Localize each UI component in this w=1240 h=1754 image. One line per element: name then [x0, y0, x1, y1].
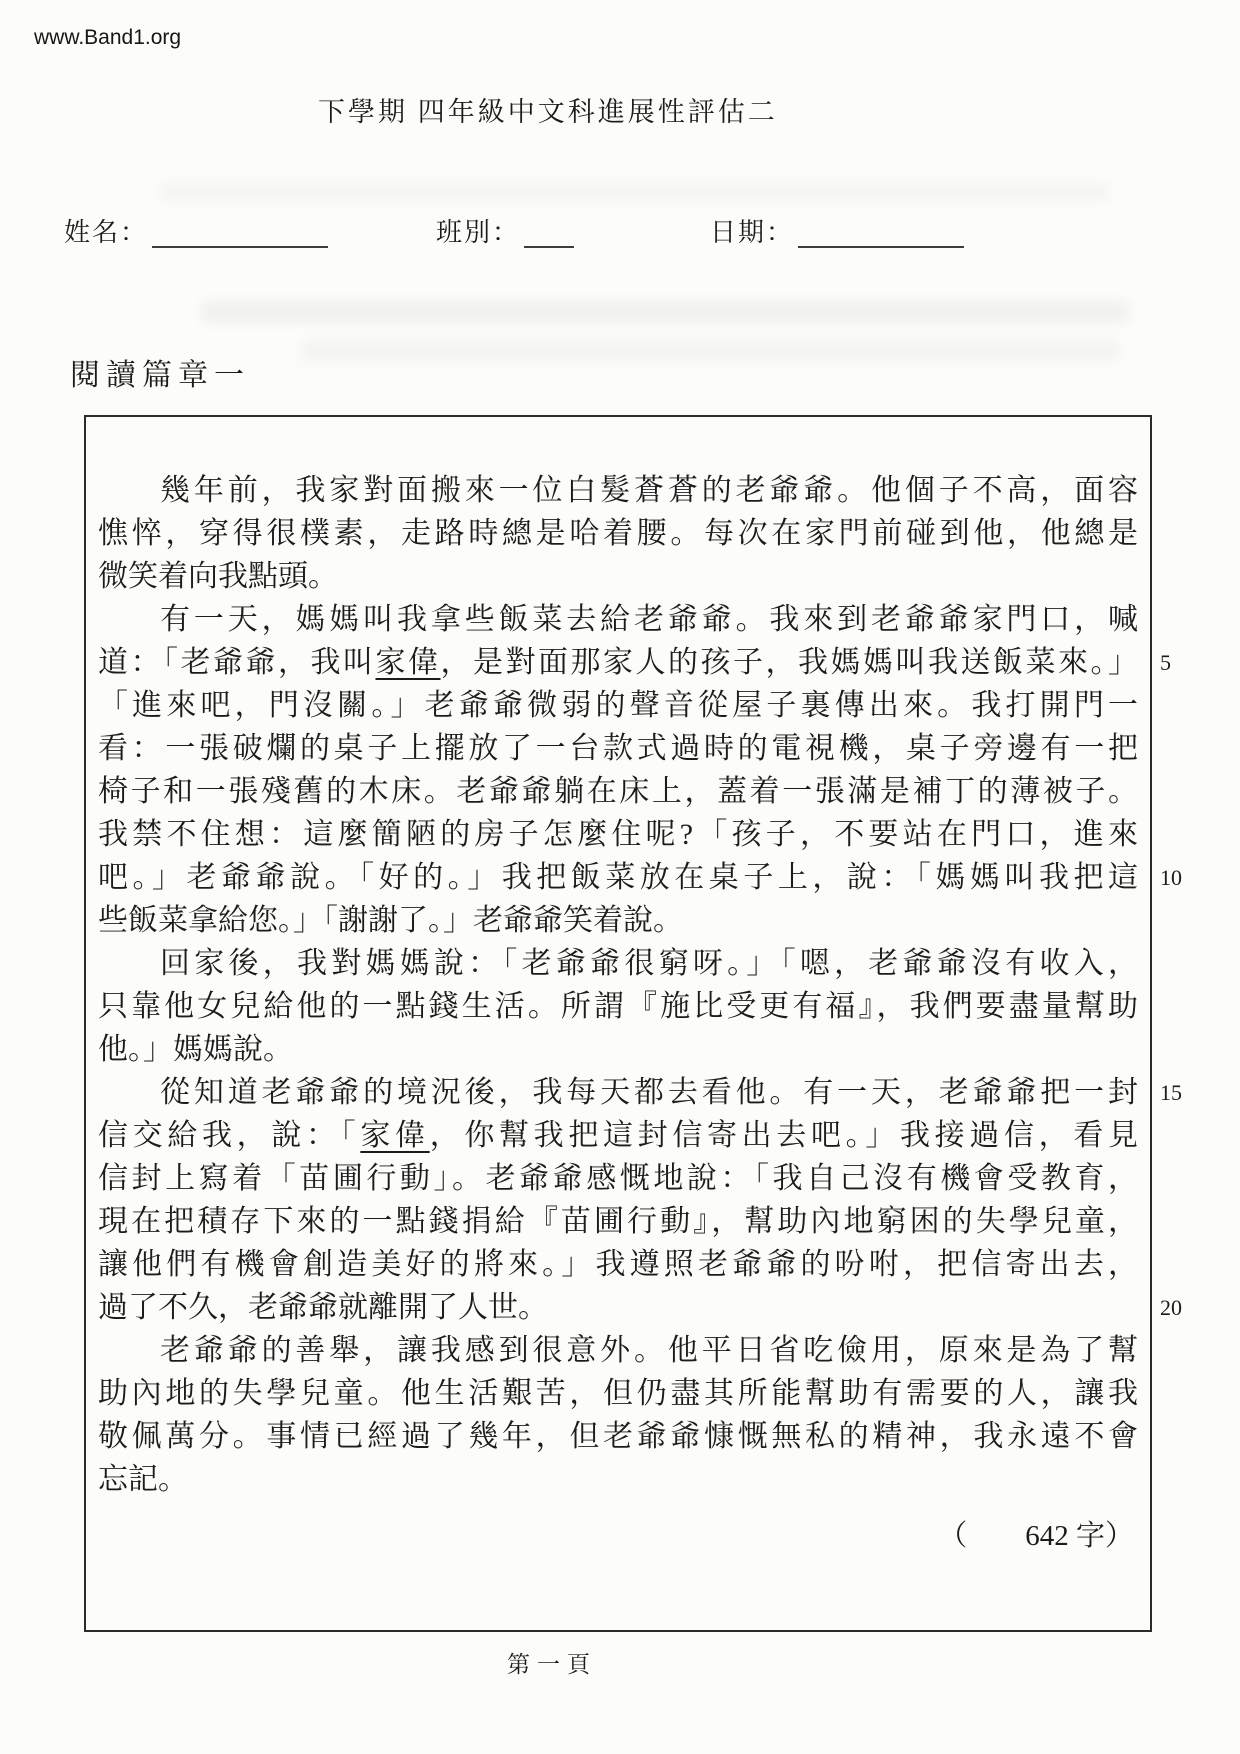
passage-text: 他。」媽媽說。: [98, 1033, 293, 1066]
underlined-name: 家偉: [375, 646, 441, 679]
passage-text: 信封上寫着「苗圃行動」。老爺爺感慨地說：「我自己沒有機會受教育，: [98, 1162, 1138, 1195]
passage-line: [98, 598, 1138, 641]
section-heading: 閱讀篇章一: [70, 359, 250, 392]
line-number-marker: 15: [1160, 1080, 1182, 1105]
passage-line: [98, 1243, 1138, 1286]
passage-text: 過了不久，老爺爺就離開了人世。: [98, 1291, 548, 1324]
passage-text: 吧。」老爺爺說。「好的。」我把飯菜放在桌子上，說：「媽媽叫我把這: [98, 861, 1138, 894]
scan-smudge: [200, 300, 1130, 324]
passage-text: ，是對面那家人的孩子，我媽媽叫我送飯菜來。」: [440, 646, 1138, 679]
name-label: 姓名：: [64, 218, 149, 247]
passage-text: 憔悴，穿得很樸素，走路時總是哈着腰。每次在家門前碰到他，他總是: [98, 517, 1138, 550]
passage-text: 只靠他女兒給他的一點錢生活。所謂『施比受更有福』，我們要盡量幫助: [98, 990, 1138, 1023]
underlined-name: 家偉: [360, 1119, 430, 1152]
passage-line: [98, 1157, 1138, 1200]
passage-text: 幾年前，我家對面搬來一位白髮蒼蒼的老爺爺。他個子不高，面容: [160, 474, 1138, 507]
passage-text: 椅子和一張殘舊的木床。老爺爺躺在床上，蓋着一張滿是補丁的薄被子。: [98, 775, 1138, 808]
passage-text: 忘記。: [98, 1463, 188, 1496]
passage-line: [98, 1286, 1138, 1329]
passage-text: 看：一張破爛的桌子上擺放了一台款式過時的電視機，桌子旁邊有一把: [98, 732, 1138, 765]
passage-text: 有一天，媽媽叫我拿些飯菜去給老爺爺。我來到老爺爺家門口，喊: [160, 603, 1138, 636]
passage-text: 讓他們有機會創造美好的將來。」我遵照老爺爺的吩咐，把信寄出去，: [98, 1248, 1138, 1281]
passage-line: [98, 555, 1138, 598]
name-field: [64, 212, 328, 249]
passage-line: [98, 1114, 1138, 1157]
passage-line: [98, 1028, 1138, 1071]
passage-lines: [86, 417, 1150, 1501]
passage-line: [98, 684, 1138, 727]
passage-line: [98, 1415, 1138, 1458]
page-title: 下學期 四年級中文科進展性評估二: [318, 97, 778, 127]
class-blank-line: [524, 212, 574, 248]
passage-line: [98, 469, 1138, 512]
passage-text: 微笑着向我點頭。: [98, 560, 338, 593]
passage-text: 道：「老爺爺，我叫: [98, 646, 376, 679]
passage-line: [98, 1200, 1138, 1243]
passage-text: 「進來吧，門沒關。」老爺爺微弱的聲音從屋子裏傳出來。我打開門一: [98, 689, 1138, 722]
passage-text: 些飯菜拿給您。」「謝謝了。」老爺爺笑着說。: [98, 904, 683, 937]
passage-text: 從知道老爺爺的境況後，我每天都去看他。有一天，老爺爺把一封: [160, 1076, 1138, 1109]
passage-line: [98, 985, 1138, 1028]
date-label: 日期：: [710, 218, 795, 247]
passage-text: 現在把積存下來的一點錢捐給『苗圃行動』，幫助內地窮困的失學兒童，: [98, 1205, 1138, 1238]
name-blank-line: [152, 212, 328, 248]
student-info-row: [0, 212, 1240, 262]
passage-text: 助內地的失學兒童。他生活艱苦，但仍盡其所能幫助有需要的人，讓我: [98, 1377, 1138, 1410]
passage-line: [98, 1372, 1138, 1415]
passage-line: [98, 512, 1138, 555]
passage-line: [98, 641, 1138, 684]
passage-text: 老爺爺的善舉，讓我感到很意外。他平日省吃儉用，原來是為了幫: [160, 1334, 1138, 1367]
scan-smudge: [160, 182, 1110, 202]
passage-text: 信交給我，說：「: [98, 1119, 361, 1152]
scan-smudge: [300, 340, 1120, 362]
passage-line: [98, 1329, 1138, 1372]
passage-text: 回家後，我對媽媽說：「老爺爺很窮呀。」「嗯，老爺爺沒有收入，: [160, 947, 1138, 980]
passage-line: [98, 770, 1138, 813]
passage-line: [98, 899, 1138, 942]
passage-line: [98, 1071, 1138, 1114]
passage-line: [98, 727, 1138, 770]
line-number-marker: 5: [1160, 650, 1171, 675]
date-field: [710, 212, 964, 249]
passage-text: 敬佩萬分。事情已經過了幾年，但老爺爺慷慨無私的精神，我永遠不會: [98, 1420, 1138, 1453]
line-number-marker: 10: [1160, 865, 1182, 890]
passage-text: 我禁不住想：這麼簡陋的房子怎麼住呢?「孩子，不要站在門口，進來: [98, 818, 1138, 851]
class-label: 班別：: [436, 218, 521, 247]
date-blank-line: [798, 212, 964, 248]
reading-passage-box: [84, 415, 1152, 1632]
line-number-marker: 20: [1160, 1295, 1182, 1320]
page-footer: 第一頁: [507, 1652, 597, 1677]
passage-line: [98, 813, 1138, 856]
passage-line: [98, 1458, 1138, 1501]
class-field: [436, 212, 574, 249]
watermark: www.Band1.org: [34, 26, 182, 49]
word-count: （ 642 字）: [938, 1520, 1134, 1552]
passage-text: ，你幫我把這封信寄出去吧。」我接過信，看見: [429, 1119, 1139, 1152]
passage-line: [98, 856, 1138, 899]
passage-line: [98, 942, 1138, 985]
